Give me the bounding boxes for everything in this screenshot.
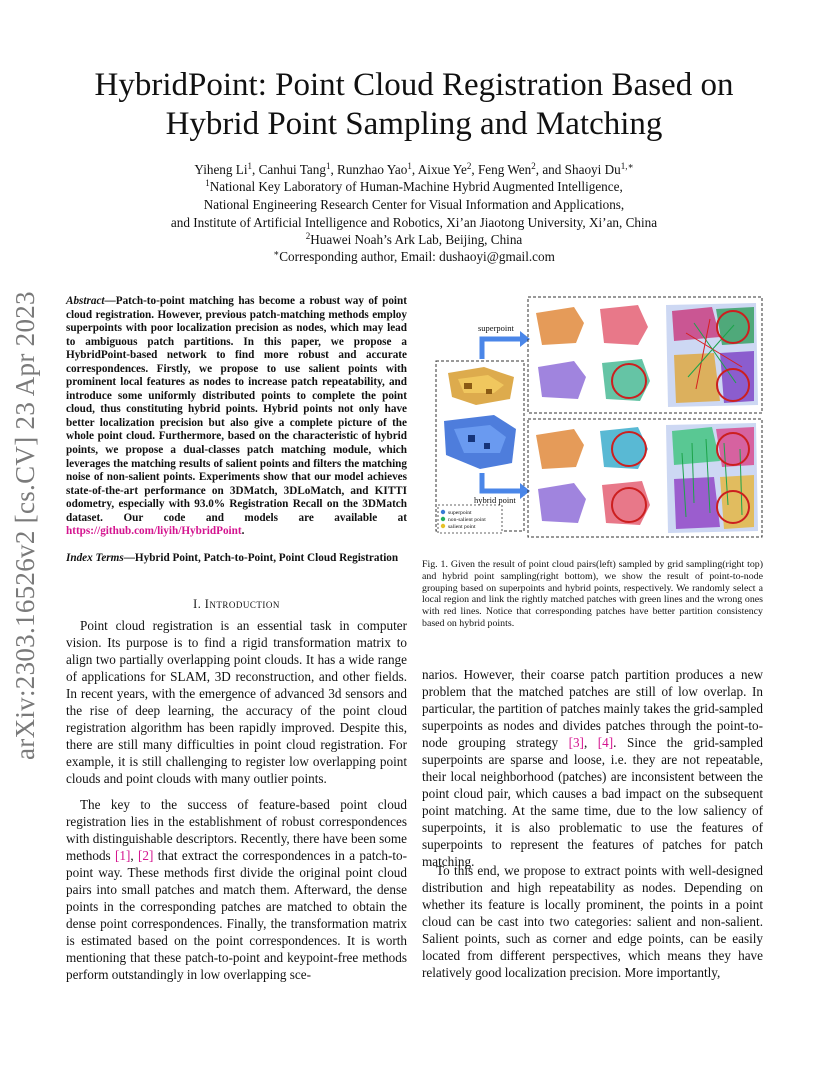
corr-text: Corresponding author, Email: dushaoyi@gmail.com [279,249,555,264]
author-sup: 1 [247,161,253,171]
legend-label-non-salient: non-salient point [448,517,486,523]
abstract-end: . [241,525,245,538]
author-name: Shaoyi Du [564,162,621,177]
section-heading [66,597,407,612]
title-line-2: Hybrid Point Sampling and Matching [165,106,663,142]
aff-sup: 1 [205,178,210,188]
legend-label-salient: salient point [448,524,476,530]
text-span: that extract the correspondences in a patch-to-point way. These methods first divide the original point cloud pairs into small patches and match them. Afterward, the dense points in the corresponding patches are matched to obtain the dense point correspondences. Finally, the transformation matrix is estimated based on the point correspondences. It is worth mentioning that these patch-to-point and keypoint-free methods perform outstandingly in low overlapping sce- [66,848,407,982]
legend-swatch-non-salient [441,517,445,521]
author-name: Feng Wen [477,162,532,177]
author-list [60,162,768,178]
paragraph-3 [422,666,763,870]
figure-graphic [424,293,764,543]
legend-label-superpoint: superpoint [448,510,472,516]
author-sep: , [330,162,338,177]
legend-swatch-superpoint [441,510,445,514]
abstract-text: Patch-to-point matching has become a robust way of point cloud registration. However, previous patch-matching methods employ superpoints with poor localization precision as nodes, which may lead to ambiguous patch partitions. In this paper, we propose a HybridPoint-based network to find more robust and accurate correspondences. Firstly, we propose to use salient points with prominent local features as nodes to increase patch repeatability, and introduce some uniformly distributed points to complete the point cloud, thus constituting hybrid points. Hybrid points not only have better localization precision but also give a complete picture of the whole point cloud. Furthermore, based on the characteristic of hybrid points, we propose a dual-classes patch matching module, which leverages the matching results of salient points and filters the matching noise of non-salient points. Experiments show that our model achieves state-of-the-art performance on 3DMatch, 3DLoMatch, and KITTI odometry, especially with 93.0% Registration Recall on the 3DMatch dataset. Our code and models are available at [66,295,407,524]
figure-caption: Fig. 1. Given the result of point cloud pairs(left) sampled by grid sampling(right top) and hybrid point sampling(right bottom), we show the result of point-to-node grouping based on superpoints and hybrid points, respectively. We randomly select a local region and link the rightly matched patches with green lines and the wrong ones with red lines. Notice that corresponding patches have better partition consistency based on hybrid points. [422,559,763,629]
abstract [66,295,407,539]
text-span: narios. However, their coarse patch partition produces a new problem that the matched patches are still of low overlap. In particular, the partition of patches mainly takes the grid-sampled superpoints as nodes and divides patches through the point-to-node grouping strategy [422,667,763,750]
abstract-dash: — [104,295,116,307]
paragraph-1: Point cloud registration is an essential task in computer vision. Its purpose is to find a rigid transformation matrix to align two partially overlapping point clouds. It has a wide range of applications for SLAM, 3D reconstruction, and other fields. In recent years, with the emergence of advanced 3d sensors and the rise of deep learning, the accuracy of the point cloud registration algorithm has been rapidly improved. Despite this, there are still many difficulties in point cloud registration. For example, it is still challenging to register low overlapping point clouds and point clouds with many outlier points. [66,618,407,786]
corresponding-author [60,249,768,265]
superpoint-results [536,303,758,407]
author-sup: 1 [407,161,412,171]
affiliation-2 [60,232,768,248]
author-name: Canhui Tang [258,162,326,177]
section-title: Introduction [204,597,280,611]
author-sup: 1,∗ [620,161,634,171]
text-span: The key to the success of feature-based point cloud registration lies in the establishment of robust correspondences with distinguishable descriptors. Recently, there have been some methods [66,797,407,863]
citation-link[interactable]: [3] [568,735,584,750]
author-sup: 2 [466,161,472,171]
abstract-label: Abstract [66,295,105,307]
citation-link[interactable]: [1] [115,848,131,863]
aff-text: Huawei Noah’s Ark Lab, Beijing, China [310,232,523,247]
author-sep: , [252,162,259,177]
text-span: . Since the grid-sampled superpoints are sparse and loose, i.e. they are not repeatable, their local neighborhood (patches) are inconsistent between the point cloud pair, which causes a bad impact on the subsequent point matching. At the same time, due to the low saliency of superpoints, it is also problematic to use the features of superpoints to represent the features of patches for patch matching. [422,735,764,869]
aff-sup: 2 [305,231,311,241]
section-number: I. [193,597,202,611]
index-terms-label: Index Terms [66,552,124,564]
arxiv-side-label: arXiv:2303.16526v2 [cs.CV] 23 Apr 2023 [10,291,40,760]
index-terms [66,552,407,566]
affiliation-1-line-3: and Institute of Artificial Intelligence and Robotics, Xi’an Jiaotong University, Xi’an, China [170,215,658,230]
paragraph-4: To this end, we propose to extract points with well-designed distribution and high repeatability as nodes. Depending on whether its feature is locally prominent, the points in a point cloud can be cast into two categories: salient and non-salient. Salient points, such as corner and edge points, can be easily located from different perspectives, which means they have relatively good localization precision. More importantly, [422,863,763,980]
author-name: Yiheng Li [194,162,248,177]
arrow-hybrid [482,473,520,491]
text-span: , [583,735,598,750]
title-line-1: HybridPoint: Point Cloud Registration Based on [94,67,734,103]
author-name: Aixue Ye [417,162,467,177]
text-span: , [130,848,139,863]
aff-text: National Key Laboratory of Human-Machine Hybrid Augmented Intelligence, [209,179,623,194]
author-sep: , [411,162,418,177]
affiliation-1-line-2: National Engineering Research Center for Visual Information and Applications, [203,197,625,212]
author-sup: 2 [531,161,536,171]
author-name: Runzhao Yao [337,162,408,177]
author-sep: , and [535,162,565,177]
label-superpoint: superpoint [478,323,514,333]
paper-title [60,66,768,144]
author-sup: 1 [325,161,331,171]
citation-link[interactable]: [2] [138,848,154,863]
target-cloud [444,415,516,469]
label-hybrid-point: hybrid point [474,495,516,505]
affiliation-1-line-1 [60,179,768,195]
code-link[interactable]: https://github.com/liyih/HybridPoint [66,525,242,538]
arrow-superpoint [482,339,520,359]
author-sep: , [471,162,478,177]
source-cloud [448,367,514,405]
hybrid-results [536,423,758,533]
paragraph-2 [66,796,407,983]
index-terms-text: Hybrid Point, Patch-to-Point, Point Cloud Registration [134,552,399,564]
index-terms-dash: — [123,552,135,564]
citation-link[interactable]: [4] [597,735,614,750]
legend-swatch-salient [441,524,445,528]
figure-1 [424,293,764,543]
aff-sup: ∗ [273,248,280,258]
